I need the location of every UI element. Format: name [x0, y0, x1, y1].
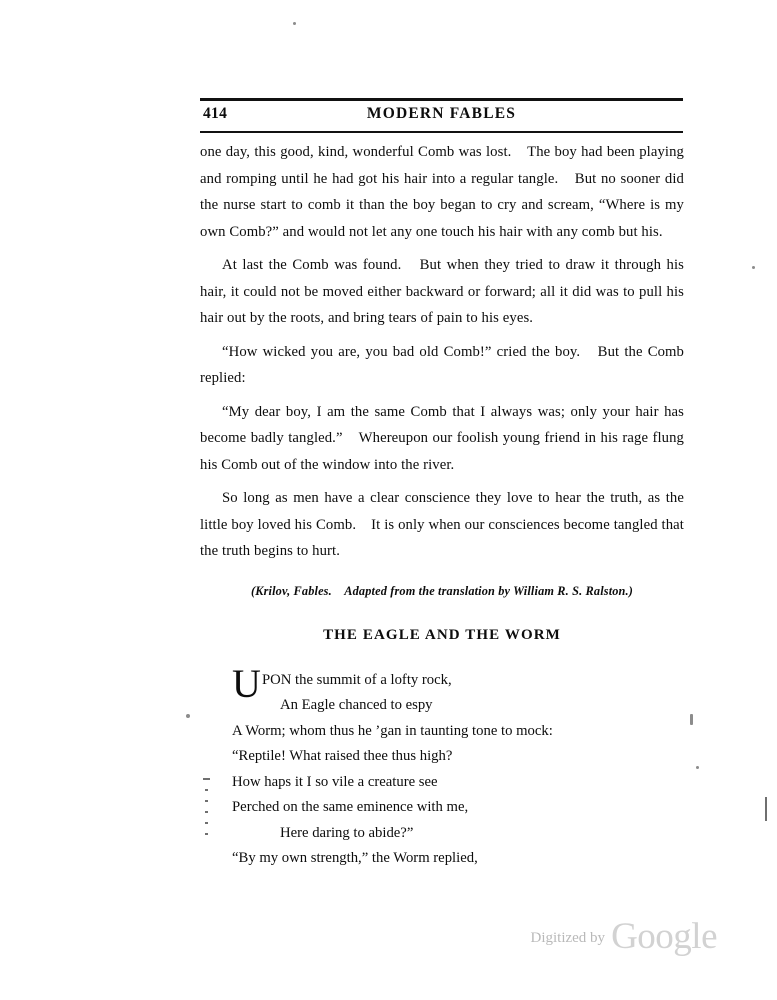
scan-speck — [752, 266, 755, 269]
poem-line: A Worm; whom thus he ’gan in taunting tone to mock: — [232, 722, 553, 739]
google-wordmark: Google — [611, 916, 717, 957]
digitized-by-watermark — [530, 915, 717, 958]
paragraph: So long as men have a clear conscience they love to hear the truth, as the little boy loved his Comb. It is only when our consciences become tangled that the truth begins to hurt. — [200, 490, 684, 559]
poem-line: How haps it I so vile a creature see — [232, 773, 438, 790]
page-number: 414 — [203, 105, 228, 122]
paragraph: At last the Comb was found. But when they tried to draw it through his hair, it could not be moved either backward or forward; all it did was to pull his hair out by the roots, and bring tears of pain to his eyes. — [200, 257, 684, 326]
poem-body — [200, 660, 684, 872]
poem-line: “Reptile! What raised thee thus high? — [232, 748, 453, 764]
paragraph: “How wicked you are, you bad old Comb!” cried the boy. But the Comb replied: — [200, 343, 684, 386]
source-attribution: (Krilov, Fables. Adapted from the translation by William R. S. Ralston.) — [250, 583, 634, 598]
poem-line: Perched on the same eminence with me, — [232, 799, 469, 815]
poem-line: PON the summit of a lofty rock, — [262, 671, 452, 688]
poem-line: “By my own strength,” the Worm replied, — [232, 850, 478, 866]
scan-speck — [690, 714, 693, 725]
poem-line: An Eagle chanced to espy — [280, 697, 433, 713]
scan-speck — [696, 766, 699, 769]
scan-speck — [186, 714, 190, 718]
running-head: MODERN FABLES — [366, 105, 517, 122]
digitized-by-label: Digitized by — [530, 930, 606, 946]
paragraph: “My dear boy, I am the same Comb that I always was; only your hair has become badly tangled.” Whereupon our foolish young friend in his rage flung his Comb out of the window into the river. — [200, 403, 684, 473]
paragraph: one day, this good, kind, wonderful Comb was lost. The boy had been playing and romping until he had got his hair into a regular tangle. But no sooner did the nurse start to comb it than the boy began to cry and scream, “Where is my own Comb?” and would not let any one touch his hair with any comb but his. — [200, 144, 684, 240]
poem-title: THE EAGLE AND THE WORM — [323, 626, 561, 643]
scan-edge-mark — [765, 797, 767, 821]
header-rule-bottom — [200, 131, 683, 133]
scan-speck — [293, 22, 296, 25]
page-body — [200, 139, 684, 872]
poem-line: Here daring to abide?” — [280, 824, 414, 841]
drop-cap: U — [232, 660, 261, 706]
header-rule-top — [200, 98, 683, 101]
